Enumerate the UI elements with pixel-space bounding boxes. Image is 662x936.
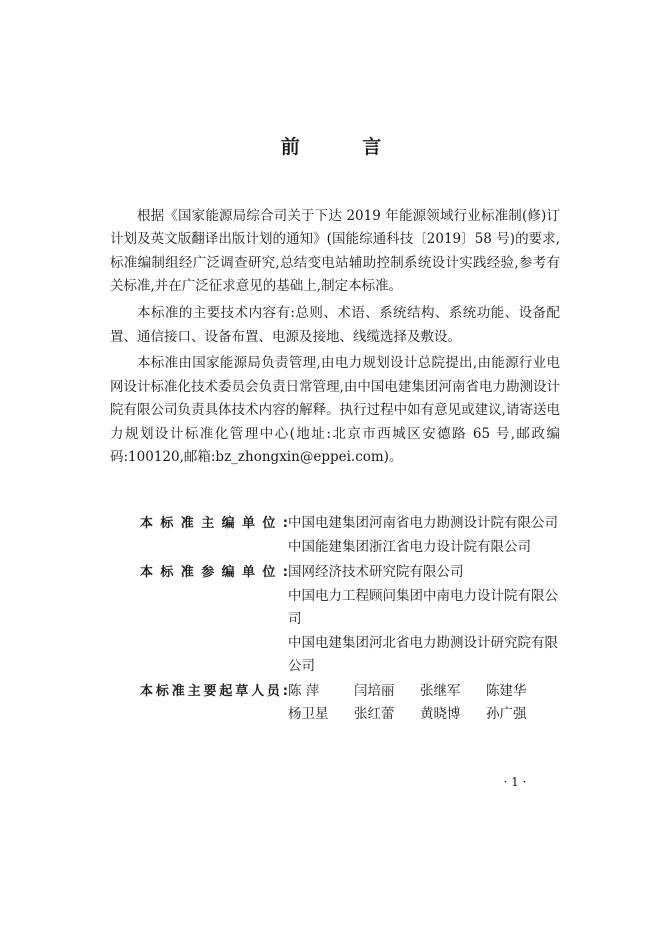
participating-units-list — [288, 561, 560, 679]
drafter-name: 黄晓博 — [420, 706, 461, 722]
page-number: · 1 · — [503, 775, 527, 789]
participating-units-block — [110, 561, 560, 679]
paragraph-management: 本标准由国家能源局负责管理,由电力规划设计总院提出,由能源行业电网设计标准化技术委员会负责日常管理,由中国电建集团河南省电力勘测设计院有限公司负责具体技术内容的解释。执行过程中如有意见或建议,请寄送电力规划设计标准化管理中心(地址:北京市西城区安德路 65 号,邮政编码:100120,邮箱:bz_zhongxin@eppei.com)。 — [110, 355, 560, 466]
participating-units-label: 本标准参编单位: — [140, 565, 288, 580]
foreword-body — [110, 205, 560, 473]
drafter-name: 孙广强 — [486, 706, 527, 722]
chief-units-label: 本标准主编单位: — [140, 516, 288, 531]
chief-units-list — [288, 512, 560, 560]
drafters-label: 本标准主要起草人员: — [140, 684, 288, 699]
participating-unit-item: 中国电建集团河北省电力勘测设计研究院有限公司 — [288, 635, 558, 674]
page-title: 前 言 — [280, 136, 410, 158]
drafters-list — [288, 680, 560, 726]
drafter-name: 杨卫星 — [288, 706, 329, 722]
drafter-name: 陈建华 — [486, 683, 527, 699]
drafter-name: 闫培丽 — [354, 683, 395, 699]
units-section — [110, 512, 560, 727]
chief-unit-item: 中国电建集团河南省电力勘测设计院有限公司 — [288, 515, 558, 531]
paragraph-contents: 本标准的主要技术内容有:总则、术语、系统结构、系统功能、设备配置、通信接口、设备布置、电源及接地、线缆选择及敷设。 — [110, 305, 560, 345]
participating-unit-item: 国网经济技术研究院有限公司 — [288, 564, 464, 580]
participating-unit-item: 中国电力工程顾问集团中南电力设计院有限公司 — [288, 588, 558, 627]
paragraph-basis: 根据《国家能源局综合司关于下达 2019 年能源领域行业标准制(修)订计划及英文版翻译出版计划的通知》(国能综通科技〔2019〕58 号)的要求,标准编制组经广泛调查研究,总结变电站辅助控制系统设计实践经验,参考有关标准,并在广泛征求意见的基础上,制定本标准。 — [110, 208, 560, 295]
chief-unit-item: 中国能建集团浙江省电力设计院有限公司 — [288, 539, 531, 555]
chief-units-block — [110, 512, 560, 560]
drafters-block — [110, 680, 560, 726]
drafter-name: 陈 萍 — [288, 683, 320, 699]
drafter-name: 张红蕾 — [354, 706, 395, 722]
drafter-name: 张继军 — [420, 683, 461, 699]
